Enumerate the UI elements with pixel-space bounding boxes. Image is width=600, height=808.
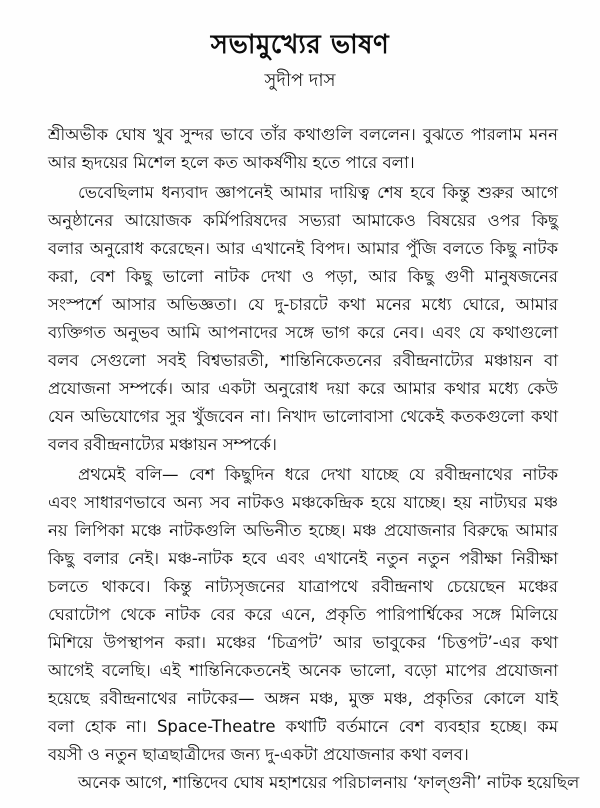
text-line: শ্রীঅভীক ঘোষ খুব সুন্দর ভাবে তাঁর কথাগুলি বললেন। বুঝতে পারলাম মনন <box>48 125 558 144</box>
text-line: মিশিয়ে উপস্থাপন করা। মঞ্চের ‘চিত্রপট’ আর ভাবুকের ‘চিত্তপট’-এর কথা <box>48 633 558 652</box>
text-line: যেন অভিযোগের সুর খুঁজবেন না। নিখাদ ভালোবাসা থেকেই কতকগুলো কথা <box>48 407 558 426</box>
text-line: বলা হোক না। Space-Theatre কথাটি বর্তমানে বেশ ব্যবহার হচ্ছে। কম <box>48 717 558 736</box>
author-name: সুদীপ দাস <box>264 70 336 91</box>
text-line: ঘেরাটোপ থেকে নাটক বের করে এনে, প্রকৃতি পারিপার্শ্বিকের সঙ্গে মিলিয়ে <box>48 605 558 624</box>
text-line: বয়সী ও নতুন ছাত্রছাত্রীদের জন্য দু-একটা প্রযোজনার কথা বলব। <box>48 745 469 764</box>
text-line: ভেবেছিলাম ধন্যবাদ জ্ঞাপনেই আমার দায়িত্ব শেষ হবে কিন্তু শুরুর আগে <box>78 183 558 202</box>
text-line: বলব রবীন্দ্রনাট্যের মঞ্চায়ন সম্পর্কে। <box>48 435 277 454</box>
text-line: প্রযোজনা সম্পর্কে। আর একটা অনুরোধ দয়া করে আমার কথার মধ্যে কেউ <box>48 379 558 398</box>
text-line: করা, বেশ কিছু ভালো নাটক দেখা ও পড়া, আর কিছু গুণী মানুষজনের <box>48 267 558 286</box>
text-line: এবং সাধারণভাবে অন্য সব নাটকও মঞ্চকেন্দ্রিক হয়ে যাচ্ছে। হয় নাট্যঘর মঞ্চ <box>48 493 558 512</box>
text-line: হয়েছে রবীন্দ্রনাথের নাটকের— অঙ্গন মঞ্চ, মুক্ত মঞ্চ, প্রকৃতির কোলে যাই <box>48 689 558 708</box>
text-line: আগেই বলেছি। এই শান্তিনিকেতনেই অনেক ভালো, বড়ো মাপের প্রযোজনা <box>48 661 558 680</box>
page-title: সভামুখ্যের ভাষণ <box>210 30 390 60</box>
text-line: প্রথমেই বলি— বেশ কিছুদিন ধরে দেখা যাচ্ছে যে রবীন্দ্রনাথের নাটক <box>78 465 558 484</box>
text-line: অনেক আগে, শান্তিদেব ঘোষ মহাশয়ের পরিচালনায় ‘ফাল্গুনী’ নাটক হয়েছিল <box>78 773 580 792</box>
text-line: চলতে থাকবে। কিন্তু নাট্যসৃজনের যাত্রাপথে রবীন্দ্রনাথ চেয়েছেন মঞ্চের <box>48 577 558 596</box>
text-line: আর হৃদয়ের মিশেল হলে কত আকর্ষণীয় হতে পারে বলা। <box>48 153 415 172</box>
text-line: সংস্পর্শে আসার অভিজ্ঞতা। যে দু-চারটে কথা মনের মধ্যে ঘোরে, আমার <box>48 295 558 314</box>
text-line: অনুষ্ঠানের আয়োজক কর্মিপরিষদের সভ্যরা আমাকেও বিষয়ের ওপর কিছু <box>48 211 558 230</box>
text-line: নয় লিপিকা মঞ্চে নাটকগুলি অভিনীত হচ্ছে। মঞ্চ প্রযোজনার বিরুদ্ধে আমার <box>48 521 558 540</box>
text-line: কিছু বলার নেই। মঞ্চ-নাটক হবে এবং এখানেই নতুন নতুন পরীক্ষা নিরীক্ষা <box>48 549 558 568</box>
text-line: বলার অনুরোধ করেছেন। আর এখানেই বিপদ। আমার পুঁজি বলতে কিছু নাটক <box>48 239 558 258</box>
text-line: ব্যক্তিগত অনুভব আমি আপনাদের সঙ্গে ভাগ করে নেব। এবং যে কথাগুলো <box>48 323 558 342</box>
text-line: বলব সেগুলো সবই বিশ্বভারতী, শান্তিনিকেতনের রবীন্দ্রনাট্যের মঞ্চায়ন বা <box>48 351 558 370</box>
